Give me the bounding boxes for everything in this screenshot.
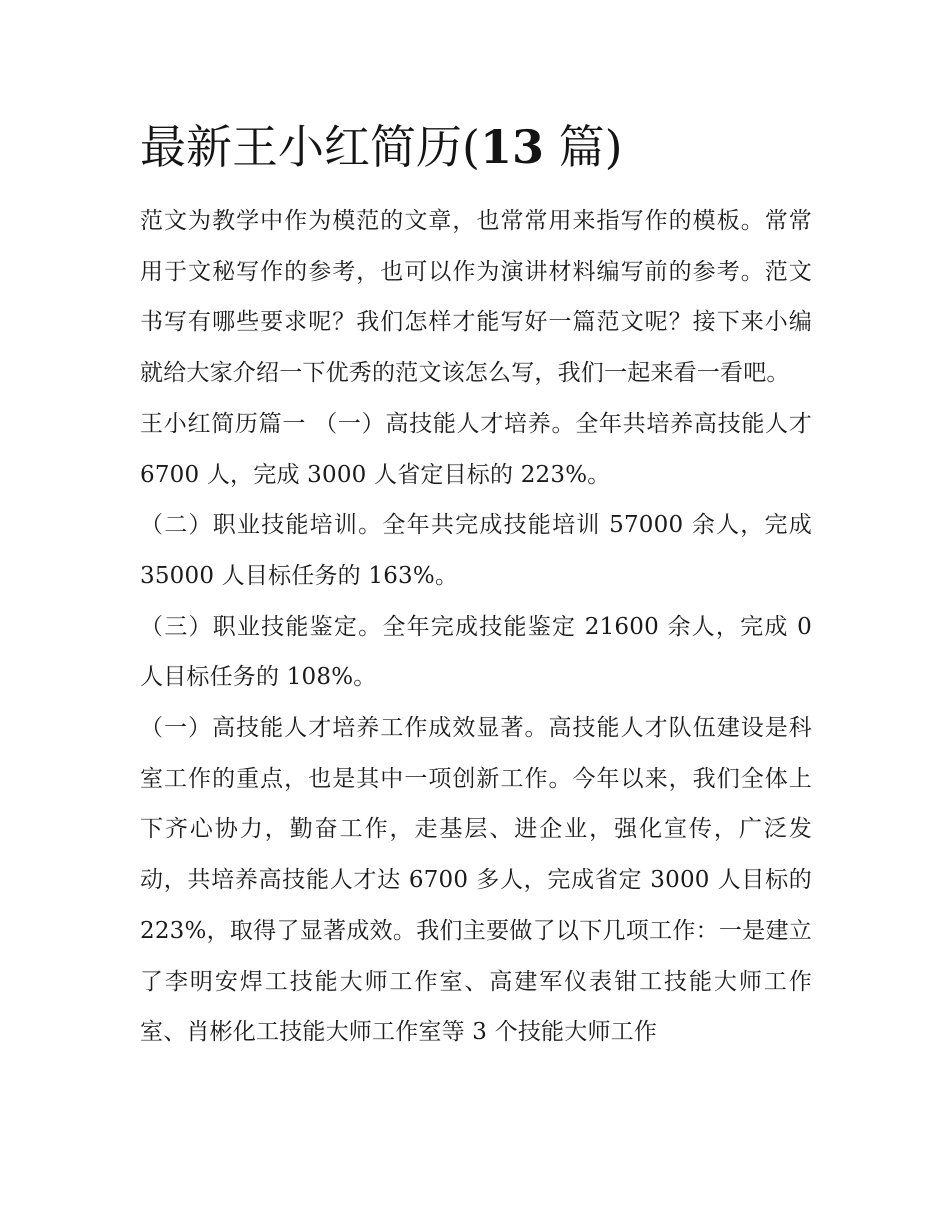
page-title bbox=[140, 112, 840, 182]
title-suffix: 篇) bbox=[543, 120, 623, 174]
title-prefix: 最新王小红简历( bbox=[140, 120, 480, 174]
document-body bbox=[140, 196, 812, 1058]
paragraph-section-2: （二）职业技能培训。全年共完成技能培训 57000 余人，完成 35000 人目标任务的 163%。 bbox=[140, 512, 812, 589]
paragraph-section-1: 王小红简历篇一 （一）高技能人才培养。全年共培养高技能人才 6700 人，完成 3000 人省定目标的 223%。 bbox=[140, 410, 812, 488]
paragraph-intro: 范文为教学中作为模范的文章，也常常用来指写作的模板。常常用于文秘写作的参考，也可以作为演讲材料编写前的参考。范文书写有哪些要求呢？我们怎样才能写好一篇范文呢？接下来小编就给大家介绍一下优秀的范文该怎么写，我们一起来看一看吧。 bbox=[140, 208, 812, 387]
title-number: 13 bbox=[479, 120, 544, 174]
paragraph-section-3: （三）职业技能鉴定。全年完成技能鉴定 21600 余人，完成 0 人目标任务的 108%。 bbox=[140, 613, 812, 691]
paragraph-section-4: （一）高技能人才培养工作成效显著。高技能人才队伍建设是科室工作的重点，也是其中一项创新工作。今年以来，我们全体上下齐心协力，勤奋工作，走基层、进企业，强化宣传，广泛发动，共培养高技能人才达 6700 多人，完成省定 3000 人目标的 223%，取得了显著成效。我们主要做了以下几项工作：一是建立了李明安焊工技能大师工作室、高建军仪表钳工技能大师工作室、肖彬化工技能大师工作室等 3 个技能大师工作 bbox=[140, 715, 812, 1046]
